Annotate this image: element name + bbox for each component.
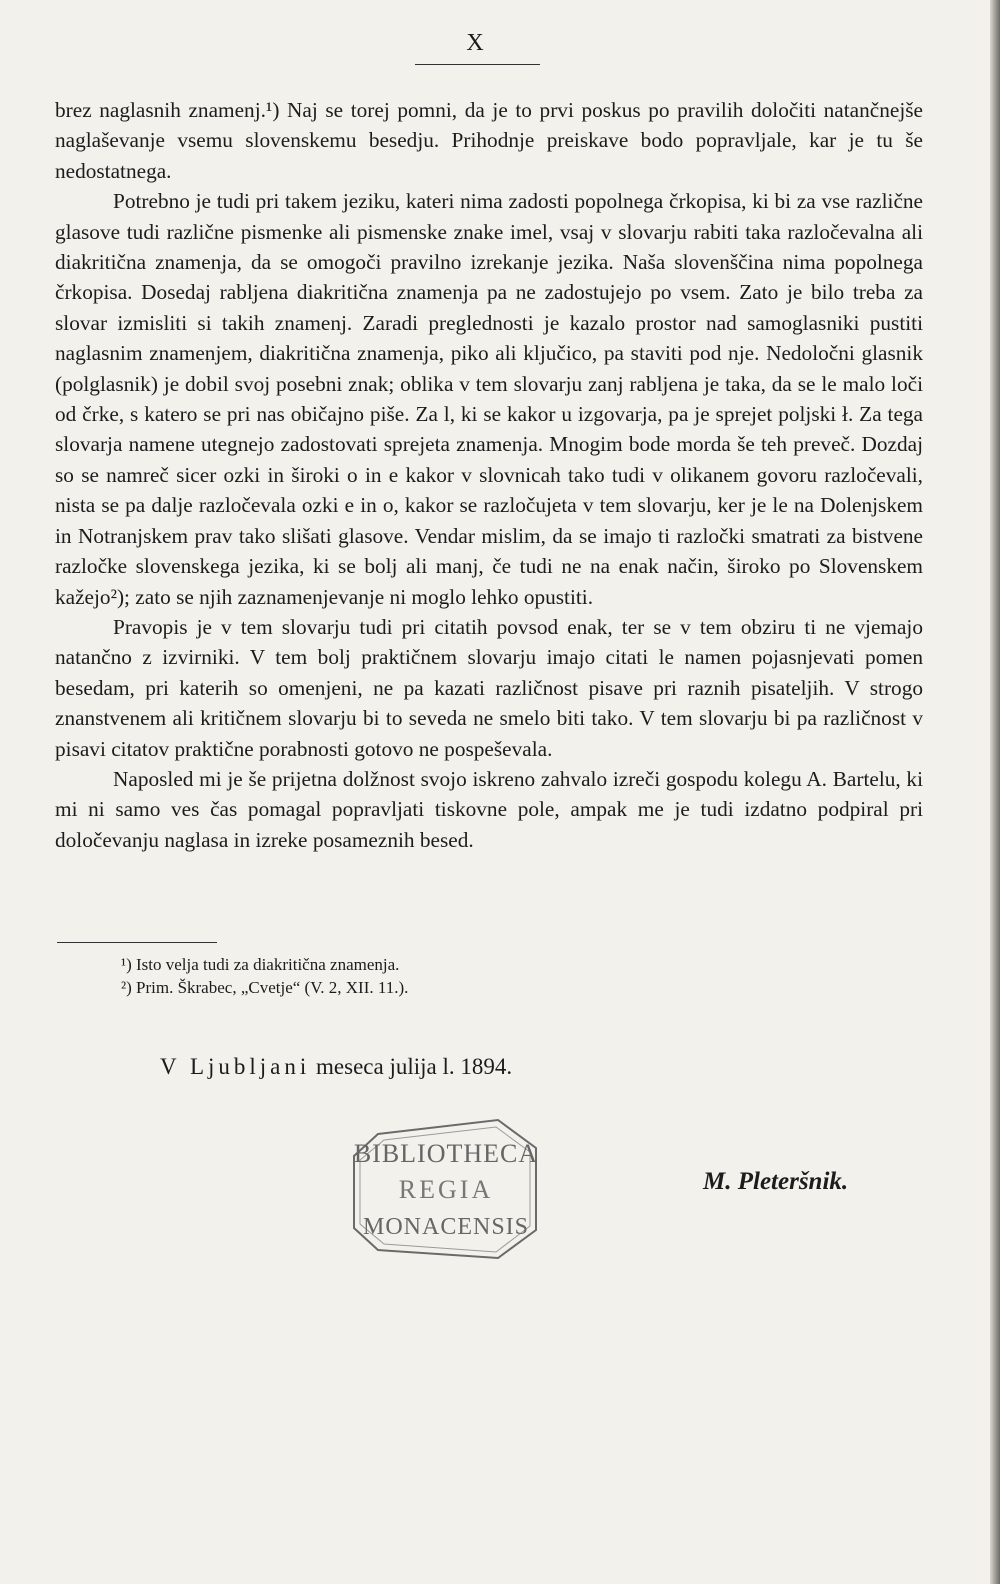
library-stamp xyxy=(348,1112,544,1262)
footnote-1: ¹) Isto velja tudi za diakritična znamenja. xyxy=(121,955,400,974)
date-text: meseca julija l. 1894. xyxy=(316,1054,513,1079)
paragraph-4: Naposled mi je še prijetna dolžnost svojo iskreno zahvalo izreči gospodu kolegu A. Bartelu, ki mi ni samo ves čas pomagal popravljati tiskovne pole, ampak me je tudi izdatno podpiral pri določevanju naglasa in izreke posameznih besed. xyxy=(55,766,923,852)
stamp-graphic xyxy=(348,1112,544,1262)
stamp-line-2: REGIA xyxy=(398,1175,494,1204)
stamp-line-3: MONACENSIS xyxy=(362,1214,530,1240)
preface-body xyxy=(55,95,923,855)
signature: M. Pleteršnik. xyxy=(703,1168,849,1195)
footnote-rule xyxy=(57,942,217,943)
page-edge-shadow xyxy=(990,0,1000,1584)
page-number: X xyxy=(466,30,484,56)
place-name: V Ljubljani xyxy=(160,1054,311,1079)
paragraph-1: brez naglasnih znamenj.¹) Naj se torej pomni, da je to prvi poskus po pravilih določiti natančnejše naglaševanje vsemu slovenskemu besedju. Prihodnje preiskave bodo popravljale, kar je tu še nedostatnega. xyxy=(55,98,923,183)
paragraph-2: Potrebno je tudi pri takem jeziku, kateri nima zadosti popolnega črkopisa, ki bi za vse različne glasove tudi različne pismenke ali pismenske znake imel, vsaj v slovarju rabiti taka razločevalna ali diakritična znamenja, da se omogoči pravilno izrekanje jezika. Naša slovenščina nima popolnega črkopisa. Dosedaj rabljena diakritična znamenja pa ne zadostujejo po vsem. Zato je bilo treba za slovar izmisliti si takih znamenj. Zaradi preglednosti je kazalo prostor nad samoglasniki pustiti naglasnim znamenjem, diakritična znamenja, piko ali ključico, pa staviti pod nje. Nedoločni glasnik (polglasnik) je dobil svoj posebni znak; oblika v tem slovarju zanj rabljena je taka, da se le malo loči od črke, s katero se pri nas običajno piše. Za l, ki se kakor u izgovarja, pa je sprejet poljski ł. Za tega slovarja namene utegnejo zadostovati sprejeta znamenja. Mnogim bode morda še teh preveč. Dozdaj so se namreč sicer ozki in široki o in e kakor v slovnicah tako tudi v olikanem govoru razločevali, nista se pa dalje razločevala ozki e in o, kakor se razločujeta v tem slovarju, ker je le na Dolenjskem in Notranjskem prav tako slišati glasove. Vendar mislim, da se imajo ti razločki smatrati za bistvene razločke slovenskega jezika, ki se bolj ali manj, če tudi ne na enak način, široko po Slovenskem kažejo²); zato se njih zaznamenjevanje ni moglo lehko opustiti. xyxy=(55,189,923,609)
footnote-2: ²) Prim. Škrabec, „Cvetje“ (V. 2, XII. 11.). xyxy=(121,978,409,997)
paragraph-3: Pravopis je v tem slovarju tudi pri citatih povsod enak, ter se v tem obziru ti ne vjemajo natančno z izvirniki. V tem bolj praktičnem slovarju imajo citati le namen pojasnjevati pomen besedam, pri katerih so omenjeni, ne pa kazati različnost pisave pri raznih pisateljih. V strogo znanstvenem ali kritičnem slovarju bi to seveda ne smelo biti tako. V tem slovarju bi pa različnost v pisavi citatov praktične porabnosti gotovo ne pospeševala. xyxy=(55,614,923,761)
stamp-line-1: BIBLIOTHECA xyxy=(353,1139,539,1168)
place-and-date xyxy=(160,1054,512,1080)
header-rule xyxy=(415,64,540,65)
footnotes xyxy=(121,953,721,999)
